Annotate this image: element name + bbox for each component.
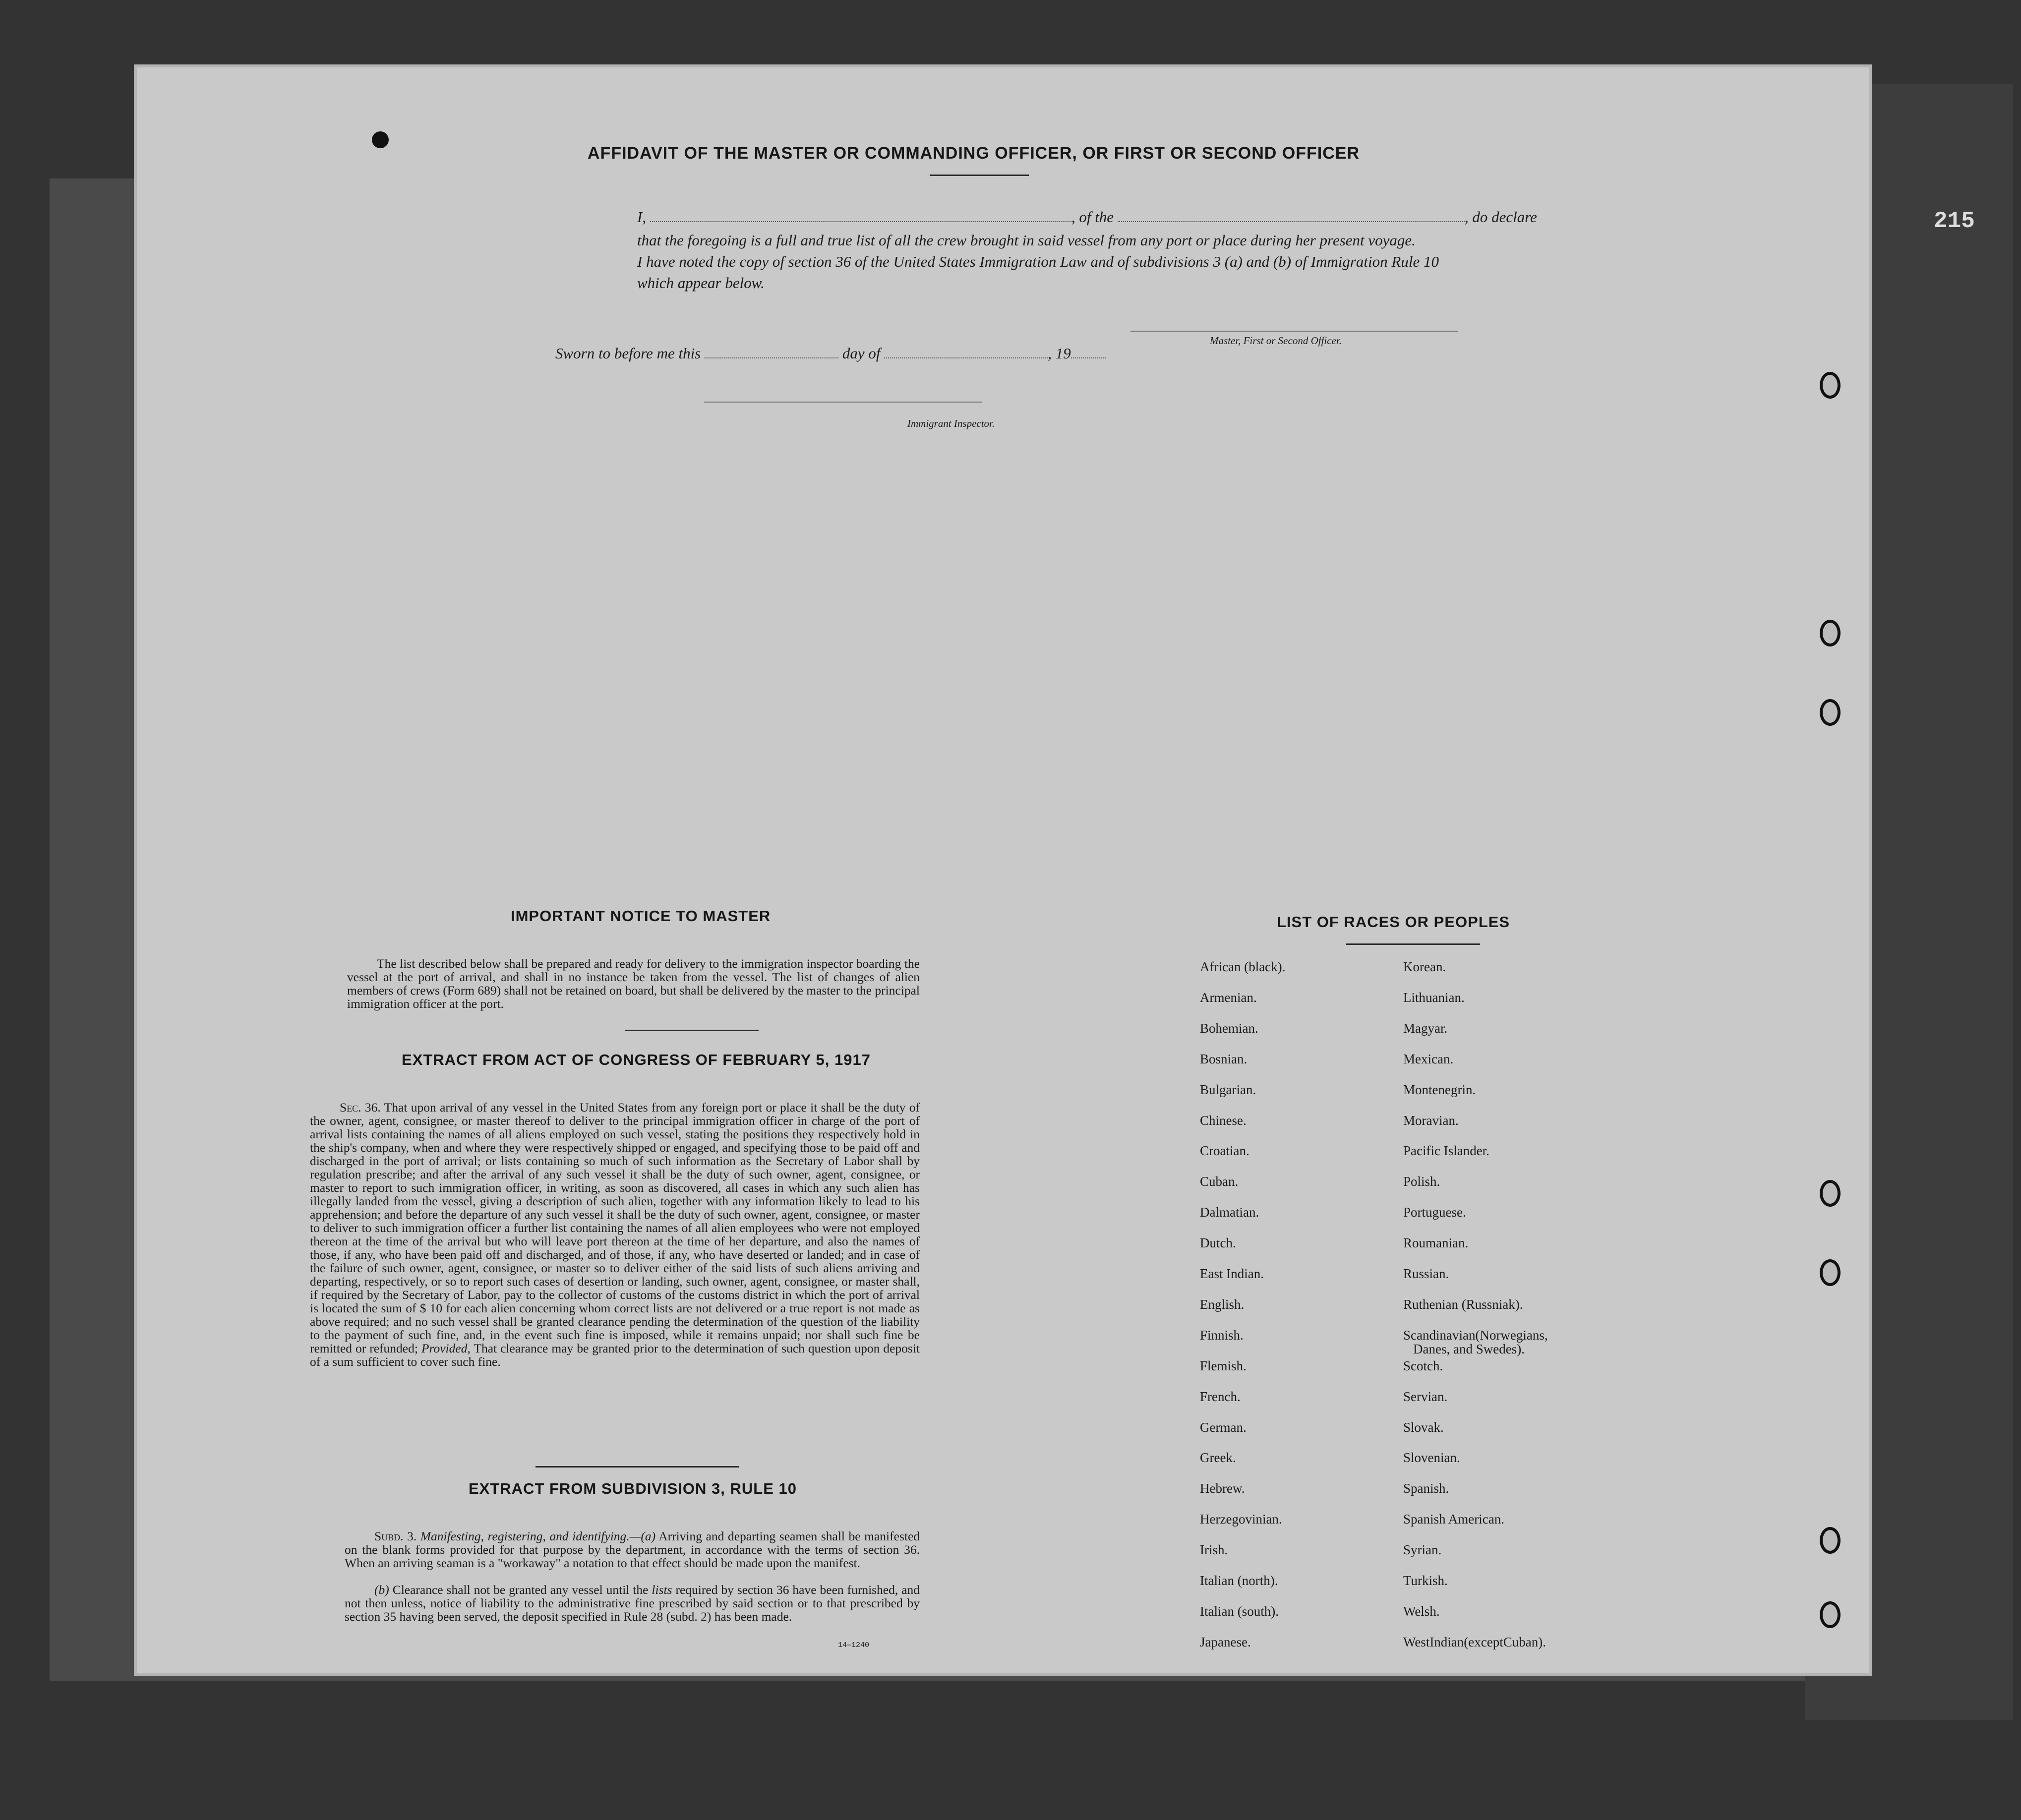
race-item: Roumanian.: [1403, 1235, 1469, 1251]
race-item: Finnish.: [1200, 1327, 1244, 1343]
subd-heading: Manifesting, registering, and identifying.—(a): [420, 1529, 656, 1543]
binder-hole: [1820, 1180, 1841, 1207]
page-number: 215: [1934, 208, 1975, 234]
affidavit-line-3: I have noted the copy of section 36 of the United States Immigration Law and of subdivisions 3 (a) and (b) of Immigration Rule 10: [637, 253, 1439, 270]
race-item: Spanish American.: [1403, 1512, 1504, 1527]
race-item: Italian (south).: [1200, 1603, 1279, 1619]
race-item: Italian (north).: [1200, 1573, 1278, 1588]
rule-text-b2: required by section 36 have been furnished, and not then unless, notice of liability to the administrative fine prescribed by said section or to that prescribed by section 35 having been served, the deposit specified in Rule 28 (subd. 2) has been made.: [345, 1583, 920, 1624]
sworn-day-of: day of: [842, 345, 881, 362]
inspector-label: Immigrant Inspector.: [907, 417, 995, 429]
section-36-label: Sec. 36.: [340, 1100, 381, 1115]
race-item: Welsh.: [1403, 1603, 1440, 1619]
affidavit-of-the: , of the: [1071, 208, 1114, 226]
affidavit-title: AFFIDAVIT OF THE MASTER OR COMMANDING OFFICER, OR FIRST OR SECOND OFFICER: [588, 144, 1360, 163]
sworn-line: [555, 345, 1106, 362]
affidavit-line-2: that the foregoing is a full and true list of all the crew brought in said vessel from any port or place during her present voyage.: [637, 232, 1416, 249]
races-title: LIST OF RACES OR PEOPLES: [1277, 913, 1510, 931]
race-item: Cuban.: [1200, 1174, 1239, 1189]
b-label: (b): [374, 1583, 389, 1597]
race-item: Mexican.: [1403, 1051, 1454, 1066]
race-item: Scotch.: [1403, 1358, 1443, 1373]
race-item: Turkish.: [1403, 1573, 1448, 1588]
binder-hole: [1820, 1601, 1841, 1628]
race-item: Pacific Islander.: [1403, 1143, 1489, 1159]
race-item: Armenian.: [1200, 990, 1257, 1005]
race-item: Ruthenian (Russniak).: [1403, 1296, 1523, 1312]
race-item: Irish.: [1200, 1542, 1228, 1558]
rule-text-a: Arriving and departing seamen shall be manifested on the blank forms provided for that purpose by the department, in accordance with the terms of section 36. When an arriving seaman is a "workaway" a notation to that effect should be made upon the manifest.: [345, 1529, 920, 1570]
lists-word: lists: [652, 1583, 672, 1597]
affidavit-i: I,: [637, 208, 647, 226]
race-item: Chinese.: [1200, 1113, 1247, 1128]
divider: [535, 1466, 739, 1468]
race-item: Portuguese.: [1403, 1205, 1466, 1220]
vessel-blank: [1118, 221, 1465, 222]
binder-hole: [1820, 1259, 1841, 1286]
rule-extract-text-b: [345, 1583, 920, 1623]
act-text-part-1: That upon arrival of any vessel in the United States from any foreign port or place it shall be the duty of the owner, agent, consignee, or master thereof to deliver to the principal immigration officer in charge of the port of arrival lists containing the names of all aliens employed on such vessel, stating the positions they respectively hold in the ship's company, when and where they were respectively shipped or engaged, and specifying those to be paid off and discharged in the port of arrival; or lists containing so much of such information as the Secretary of Labor shall by regulation prescribe; and after the arrival of any such vessel it shall be the duty of such owner, agent, consignee, or master to report to such immigration officer, in writing, as soon as discovered, all cases in which any such alien has illegally landed from the vessel, giving a description of such alien, together with any information likely to lead to his apprehension; and before the departure of any such vessel it shall be the duty of such owner, agent, consignee, or master to deliver to such immigration officer a further list containing the names of all alien employees who were not employed thereon at the time of the arrival but who will leave port thereon at the time of her departure, and also the names of those, if any, who have been paid off and discharged, and of those, if any, who have deserted or landed; and in case of the failure of such owner, agent, consignee, or master so to deliver either of the said lists of such aliens arriving and departing, respectively, or so to report such cases of desertion or landing, such owner, agent, consignee, or master shall, if required by the Secretary of Labor, pay to the collector of customs of the customs district in which the port of arrival is located the sum of $ 10 for each alien concerning whom correct lists are not delivered or a true report is not made as above required; and no such vessel shall be granted clearance pending the determination of the question of the liability to the payment of such fine, and, in the event such fine is imposed, while it remains unpaid; nor shall such fine be remitted or refunded;: [310, 1100, 920, 1355]
manifest-page: [134, 64, 1872, 1676]
act-extract-text: [310, 1101, 920, 1368]
binder-hole: [1820, 1527, 1841, 1554]
race-item: French.: [1200, 1389, 1241, 1404]
race-item: African (black).: [1200, 959, 1286, 974]
race-item: Korean.: [1403, 959, 1446, 974]
race-item: Spanish.: [1403, 1481, 1449, 1496]
rule-extract-title: EXTRACT FROM SUBDIVISION 3, RULE 10: [469, 1480, 797, 1497]
sworn-prefix: Sworn to before me this: [555, 345, 701, 362]
race-item: WestIndian(exceptCuban).: [1403, 1634, 1546, 1649]
act-text-part-2: That clearance may be granted prior to the determination of such question upon deposit of a sum sufficient to cover such fine.: [310, 1341, 920, 1369]
race-item: Slovenian.: [1403, 1450, 1460, 1466]
race-item: Flemish.: [1200, 1358, 1247, 1373]
form-number: 14—1240: [838, 1641, 870, 1649]
rule-text-b1: Clearance shall not be granted any vessel until the: [392, 1583, 649, 1597]
divider: [930, 175, 1029, 176]
signature-label: Master, First or Second Officer.: [1210, 335, 1342, 347]
act-extract-title: EXTRACT FROM ACT OF CONGRESS OF FEBRUARY 5, 1917: [402, 1051, 871, 1068]
race-item: Moravian.: [1403, 1113, 1459, 1128]
race-item: Hebrew.: [1200, 1481, 1245, 1496]
race-item: Croatian.: [1200, 1143, 1249, 1159]
affidavit-line-1: [637, 208, 1537, 226]
affidavit-do-declare: , do declare: [1464, 208, 1537, 226]
divider: [1346, 943, 1480, 945]
sworn-year: , 19: [1048, 345, 1071, 362]
race-item: Slovak.: [1403, 1419, 1444, 1435]
race-item: Magyar.: [1403, 1020, 1448, 1036]
race-item: Servian.: [1403, 1389, 1448, 1404]
race-item: Dalmatian.: [1200, 1205, 1259, 1220]
race-item: German.: [1200, 1419, 1247, 1435]
divider: [625, 1030, 759, 1031]
notice-text: The list described below shall be prepared and ready for delivery to the immigration inspector boarding the vessel at the port of arrival, and shall in no instance be taken from the vessel. The list of changes of alien members of crews (Form 689) shall not be retained on board, but shall be delivered by the master to the principal immigration officer at the port.: [347, 956, 920, 1011]
binder-hole: [1820, 699, 1841, 726]
day-blank: [705, 357, 838, 358]
race-item: Bohemian.: [1200, 1020, 1258, 1036]
punch-hole-mark: [372, 131, 389, 148]
name-blank: [650, 221, 1071, 222]
race-item: Bosnian.: [1200, 1051, 1248, 1066]
rule-extract-text-a: [345, 1529, 920, 1570]
race-item: English.: [1200, 1296, 1245, 1312]
race-item: Danes, and Swedes).: [1413, 1341, 1525, 1356]
race-item: Japanese.: [1200, 1634, 1251, 1649]
race-item: Montenegrin.: [1403, 1082, 1476, 1097]
race-item: Russian.: [1403, 1266, 1449, 1281]
race-item: Herzegovinian.: [1200, 1512, 1282, 1527]
notice-title: IMPORTANT NOTICE TO MASTER: [511, 907, 771, 925]
binder-hole: [1820, 620, 1841, 646]
race-item: Scandinavian(Norwegians,: [1403, 1327, 1548, 1343]
race-item: Lithuanian.: [1403, 990, 1465, 1005]
race-item: Greek.: [1200, 1450, 1236, 1466]
race-item: Polish.: [1403, 1174, 1440, 1189]
race-item: East Indian.: [1200, 1266, 1264, 1281]
signature-line: [1130, 331, 1458, 332]
subd-label: Subd. 3.: [374, 1529, 417, 1543]
provided-word: Provided,: [421, 1341, 471, 1355]
race-item: Syrian.: [1403, 1542, 1442, 1558]
year-blank: [1071, 357, 1106, 358]
affidavit-line-4: which appear below.: [637, 274, 765, 292]
race-item: Dutch.: [1200, 1235, 1236, 1251]
inspector-line: [704, 402, 982, 403]
month-blank: [884, 357, 1048, 358]
race-item: Bulgarian.: [1200, 1082, 1256, 1097]
binder-hole: [1820, 372, 1841, 399]
